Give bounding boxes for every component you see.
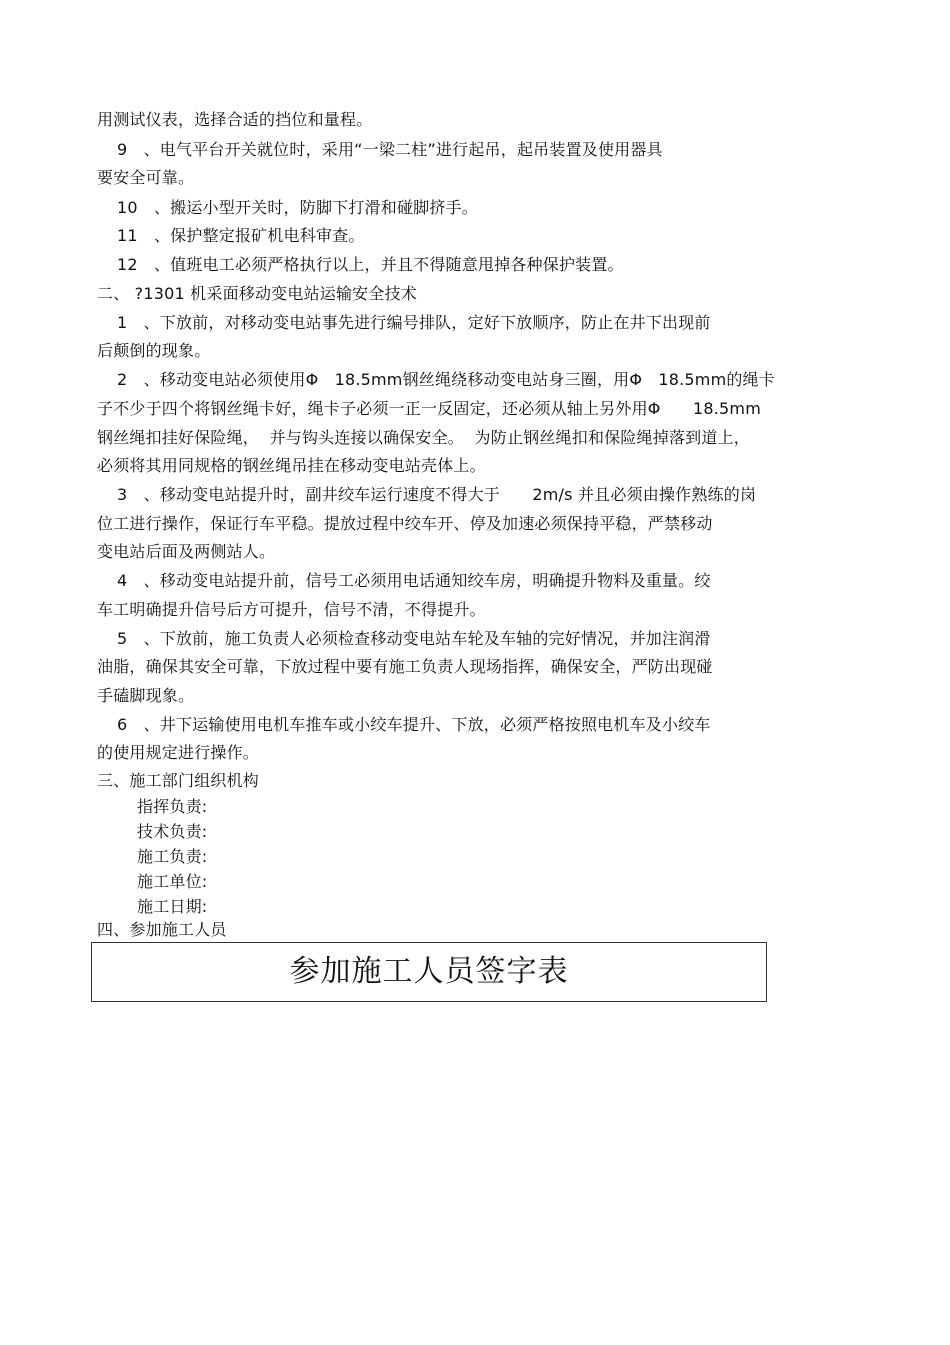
text-line: 1 、下放前，对移动变电站事先进行编号排队，定好下放顺序，防止在井下出现前 [117, 313, 711, 332]
text-line: 后颠倒的现象。 [97, 341, 211, 360]
org-field-label: 施工单位: [137, 872, 208, 891]
org-field-label: 施工日期: [137, 897, 208, 916]
text-line: 车工明确提升信号后方可提升，信号不清，不得提升。 [97, 600, 486, 619]
text-line: 油脂，确保其安全可靠，下放过程中要有施工负责人现场指挥，确保安全，严防出现碰 [97, 657, 713, 676]
text-line: 3 、移动变电站提升时，副井绞车运行速度不得大于 2m/s 并且必须由操作熟练的岗 [117, 485, 757, 504]
section-heading: 三、施工部门组织机构 [97, 771, 260, 790]
text-line: 的使用规定进行操作。 [97, 743, 260, 762]
section-heading: 四、参加施工人员 [97, 920, 227, 939]
text-line: 位工进行操作，保证行车平稳。提放过程中绞车开、停及加速必须保持平稳，严禁移动 [97, 514, 713, 533]
text-line: 子不少于四个将钢丝绳卡好，绳卡子必须一正一反固定，还必须从轴上另外用Φ 18.5mm [97, 399, 761, 418]
text-line: 9 、电气平台开关就位时，采用“一梁二柱”进行起吊，起吊装置及使用器具 [117, 140, 663, 159]
signature-table-title: 参加施工人员签字表 [289, 954, 569, 989]
org-field-label: 技术负责: [137, 822, 208, 841]
org-field-label: 施工负责: [137, 847, 208, 866]
text-line: 要安全可靠。 [97, 168, 195, 187]
text-line: 变电站后面及两侧站人。 [97, 542, 276, 561]
text-line: 手磕脚现象。 [97, 686, 195, 705]
text-line: 5 、下放前，施工负责人必须检查移动变电站车轮及车轴的完好情况，并加注润滑 [117, 629, 711, 648]
org-field-label: 指挥负责: [137, 797, 208, 816]
text-line: 2 、移动变电站必须使用Φ 18.5mm钢丝绳绕移动变电站身三圈，用Φ 18.5mm的绳卡 [117, 370, 775, 389]
section-heading: 二、 ?1301 机采面移动变电站运输安全技术 [97, 284, 417, 303]
text-line: 12 、值班电工必须严格执行以上，并且不得随意甩掉各种保护装置。 [117, 255, 624, 274]
text-line: 10 、搬运小型开关时，防脚下打滑和碰脚挤手。 [117, 198, 478, 217]
signature-table [91, 942, 767, 1002]
text-line: 必须将其用同规格的钢丝绳吊挂在移动变电站壳体上。 [97, 456, 486, 475]
text-line: 11 、保护整定报矿机电科审查。 [117, 226, 365, 245]
text-line: 6 、井下运输使用电机车推车或小绞车提升、下放，必须严格按照电机车及小绞车 [117, 715, 711, 734]
text-line: 钢丝绳扣挂好保险绳， 并与钩头连接以确保安全。 为防止钢丝绳扣和保险绳掉落到道上， [97, 428, 750, 447]
text-line: 用测试仪表，选择合适的挡位和量程。 [97, 110, 373, 129]
text-line: 4 、移动变电站提升前，信号工必须用电话通知绞车房，明确提升物料及重量。绞 [117, 571, 711, 590]
